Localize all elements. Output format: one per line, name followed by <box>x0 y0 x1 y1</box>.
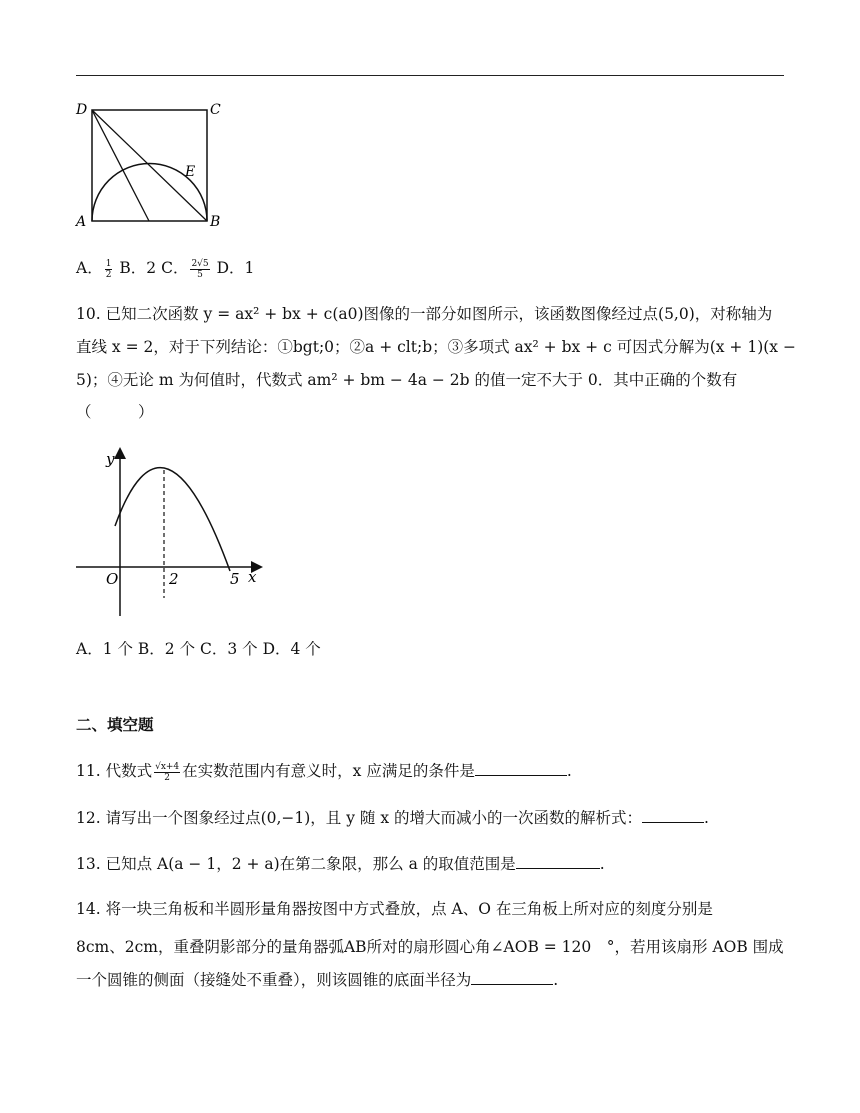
tick-2: 2 <box>169 570 179 588</box>
label-a: A <box>76 214 87 230</box>
fraction-sqrt-x-plus-4-over-2: $\frac{√x+4}{2}$ <box>155 761 180 783</box>
fraction-half: $\frac{1}{2}$ <box>105 258 112 280</box>
label-x: x <box>248 568 257 586</box>
q13-answer-blank[interactable] <box>516 854 600 869</box>
label-y: y <box>106 450 115 468</box>
label-c: C <box>210 102 221 118</box>
q14-answer-blank[interactable] <box>471 970 553 985</box>
q10-line3: 5)；④无论 m 为何值时，代数式 am² + bm − 4a − 2b 的值一定不大于 0．其中正确的个数有 <box>76 371 738 389</box>
label-b: B <box>210 214 221 230</box>
q12-answer-blank[interactable] <box>642 808 704 823</box>
tick-5: 5 <box>230 570 240 588</box>
parabola-figure <box>70 440 270 620</box>
q14-line2: 8cm、2cm，重叠阴影部分的量角器弧AB所对的扇形圆心角∠AOB = 120 °，若用该扇形 AOB 围成 <box>76 938 784 956</box>
q9-options: A． $\frac{1}{2}$ B．2 C． $\frac{2√5}{5}$ D．1 <box>76 258 255 280</box>
q10-line2: 直线 x = 2，对于下列结论：①bgt;0；②a + clt;b；③多项式 ax² + bx + c 可因式分解为(x + 1)(x − <box>76 338 796 356</box>
q10-options: A．1 个 B．2 个 C．3 个 D．4 个 <box>76 640 321 658</box>
q13: 13. 已知点 A(a − 1，2 + a)在第二象限，那么 a 的取值范围是 . <box>76 855 605 873</box>
parabola-curve <box>115 468 230 571</box>
header-rule <box>76 75 784 76</box>
q10-line4: （ ） <box>76 403 154 421</box>
square-semicircle-figure <box>70 96 230 236</box>
q11-answer-blank[interactable] <box>475 761 567 776</box>
q12: 12. 请写出一个图象经过点(0,−1)，且 y 随 x 的增大而减小的一次函数的解析式： . <box>76 809 709 827</box>
q10-line1: 10. 已知二次函数 y = ax² + bx + c(a0)图像的一部分如图所示，该函数图像经过点(5,0)，对称轴为 <box>76 305 773 323</box>
section-heading: 二、填空题 <box>76 716 154 734</box>
fraction-2sqrt5-over-5: $\frac{2√5}{5}$ <box>191 258 209 280</box>
label-d: D <box>76 102 88 118</box>
q14-line1: 14. 将一块三角板和半圆形量角器按图中方式叠放，点 A、O 在三角板上所对应的刻度分别是 <box>76 900 713 918</box>
q11: 11. 代数式 $\frac{√x+4}{2}$ 在实数范围内有意义时，x 应满足的条件是 . <box>76 761 572 783</box>
label-e: E <box>185 164 196 180</box>
label-origin: O <box>106 570 119 588</box>
q14-line3: 一个圆锥的侧面（接缝处不重叠），则该圆锥的底面半径为 . <box>76 971 559 989</box>
segment-d-mid <box>92 110 149 221</box>
